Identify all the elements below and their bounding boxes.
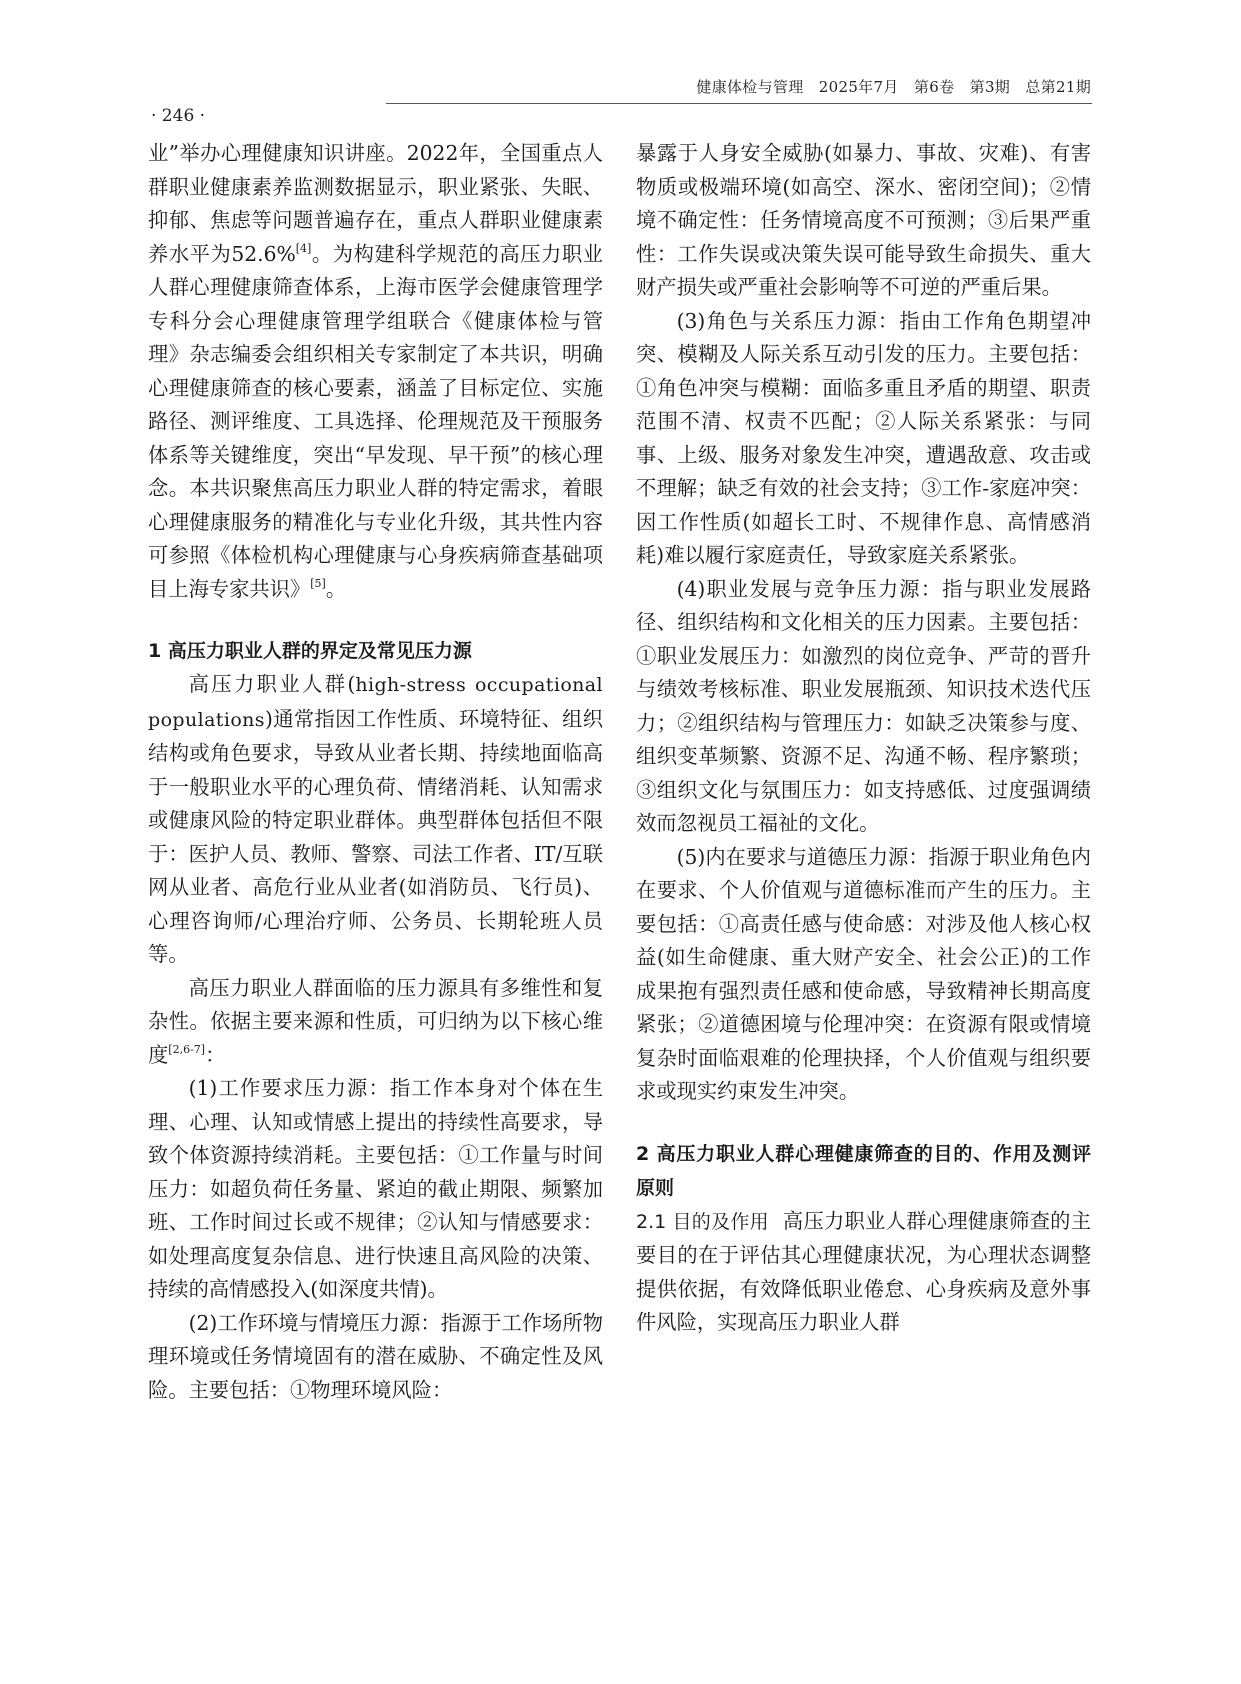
right-paragraph-purpose xyxy=(636,1205,1091,1340)
right-paragraph-role-relationship: (3)角色与关系压力源：指由工作角色期望冲突、模糊及人际关系互动引发的压力。主要包括：①角色冲突与模糊：面临多重且矛盾的期望、职责范围不清、权责不匹配；②人际关系紧张：与同事、上级、服务对象发生冲突，遭遇敌意、攻击或不理解；缺乏有效的社会支持；③工作-家庭冲突：因工作性质(如超长工时、不规律作息、高情感消耗)难以履行家庭责任，导致家庭关系紧张。 xyxy=(636,308,1091,567)
left-paragraph-dimensions xyxy=(148,972,603,1073)
text-span: )通常指因工作性质、环境特征、组织结构或角色要求，导致从业者长期、持续地面临高于一般职业水平的心理负荷、情绪消耗、认知需求或健康风险的特定职业群体。典型群体包括但不限于：医护人员、教师、警察、司法工作者、IT/互联网从业者、高危行业从业者(如消防员、飞行员)、心理咨询师/心理治疗师、公务员、长期轮班人员等。 xyxy=(148,706,603,966)
left-paragraph-work-environment: (2)工作环境与情境压力源：指源于工作场所物理环境或任务情境固有的潜在威胁、不确定性及风险。主要包括：①物理环境风险： xyxy=(148,1310,603,1402)
citation-2-6-7: [2,6-7] xyxy=(168,1042,206,1056)
page-number: · 246 · xyxy=(151,106,206,126)
citation-4: [4] xyxy=(295,241,312,255)
left-paragraph-work-demand: (1)工作要求压力源：指工作本身对个体在生理、心理、认知或情感上提出的持续性高要求，导致个体资源持续消耗。主要包括：①工作量与时间压力：如超负荷任务量、紧迫的截止期限、频繁加班、工作时间过长或不规律；②认知与情感要求：如处理高度复杂信息、进行快速且高风险的决策、持续的高情感投入(如深度共情)。 xyxy=(148,1076,603,1301)
right-paragraph-moral-pressure: (5)内在要求与道德压力源：指源于职业角色内在要求、个人价值观与道德标准而产生的压力。主要包括：①高责任感与使命感：对涉及他人核心权益(如生命健康、重大财产安全、社会公正)的工作成果抱有强烈责任感和使命感，导致精神长期高度紧张；②道德困境与伦理冲突：在资源有限或情境复杂时面临艰难的伦理抉择，个人价值观与组织要求或现实约束发生冲突。 xyxy=(636,844,1091,1103)
right-column xyxy=(636,137,1091,1340)
text-span: 高压力职业人群心理健康筛查的主要目的在于评估其心理健康状况，为心理状态调整提供依据，有效降低职业倦怠、心身疾病及意外事件风险，实现高压力职业人群 xyxy=(636,1208,1091,1334)
citation-5: [5] xyxy=(310,576,326,590)
text-span: 高压力职业人群面临的压力源具有多维性和复杂性。依据主要来源和性质，可归纳为以下核心维度 xyxy=(148,975,603,1067)
text-span: ： xyxy=(205,1042,226,1067)
english-term: high-stress occupational populations xyxy=(148,674,603,731)
left-column xyxy=(148,137,603,1407)
right-paragraph-career-competition: (4)职业发展与竞争压力源：指与职业发展路径、组织结构和文化相关的压力因素。主要包括：①职业发展压力：如激烈的岗位竞争、严苛的晋升与绩效考核标准、职业发展瓶颈、知识技术迭代压力；②组织结构与管理压力：如缺乏决策参与度、组织变革频繁、资源不足、沟通不畅、程序繁琐；③组织文化与氛围压力：如支持感低、过度强调绩效而忽视员工福祉的文化。 xyxy=(636,576,1091,835)
text-span: 高压力职业人群( xyxy=(188,672,356,696)
subsection-heading-2-1: 2.1 目的及作用 xyxy=(636,1210,769,1233)
section-heading-2: 2 高压力职业人群心理健康筛查的目的、作用及测评原则 xyxy=(636,1142,1091,1199)
text-span: 业”举办心理健康知识讲座。2022年，全国重点人群职业健康素养监测数据显示，职业紧张、失眠、抑郁、焦虑等问题普遍存在，重点人群职业健康素养水平为52.6% xyxy=(148,141,603,266)
section-heading-1: 1 高压力职业人群的界定及常见压力源 xyxy=(148,640,472,662)
right-paragraph-physical-risk: 暴露于人身安全威胁(如暴力、事故、灾难)、有害物质或极端环境(如高空、深水、密闭空间)；②情境不确定性：任务情境高度不可预测；③后果严重性：工作失误或决策失误可能导致生命损失、重大财产损失或严重社会影响等不可逆的严重后果。 xyxy=(636,141,1091,299)
text-span: 。为构建科学规范的高压力职业人群心理健康筛查体系，上海市医学会健康管理学专科分会心理健康管理学组联合《健康体检与管理》杂志编委会组织相关专家制定了本共识，明确心理健康筛查的核心要素，涵盖了目标定位、实施路径、测评维度、工具选择、伦理规范及干预服务体系等关键维度，突出“早发现、早干预”的核心理念。本共识聚焦高压力职业人群的特定需求，着眼心理健康服务的精准化与专业化升级，其共性内容可参照《体检机构心理健康与心身疾病筛查基础项目上海专家共识》 xyxy=(148,241,603,601)
header-rule xyxy=(386,103,1092,104)
running-head: 健康体检与管理 2025年7月 第6卷 第3期 总第21期 xyxy=(696,78,1091,96)
text-span: 。 xyxy=(325,576,347,601)
left-paragraph-intro xyxy=(148,137,603,606)
left-paragraph-definition xyxy=(148,668,603,972)
